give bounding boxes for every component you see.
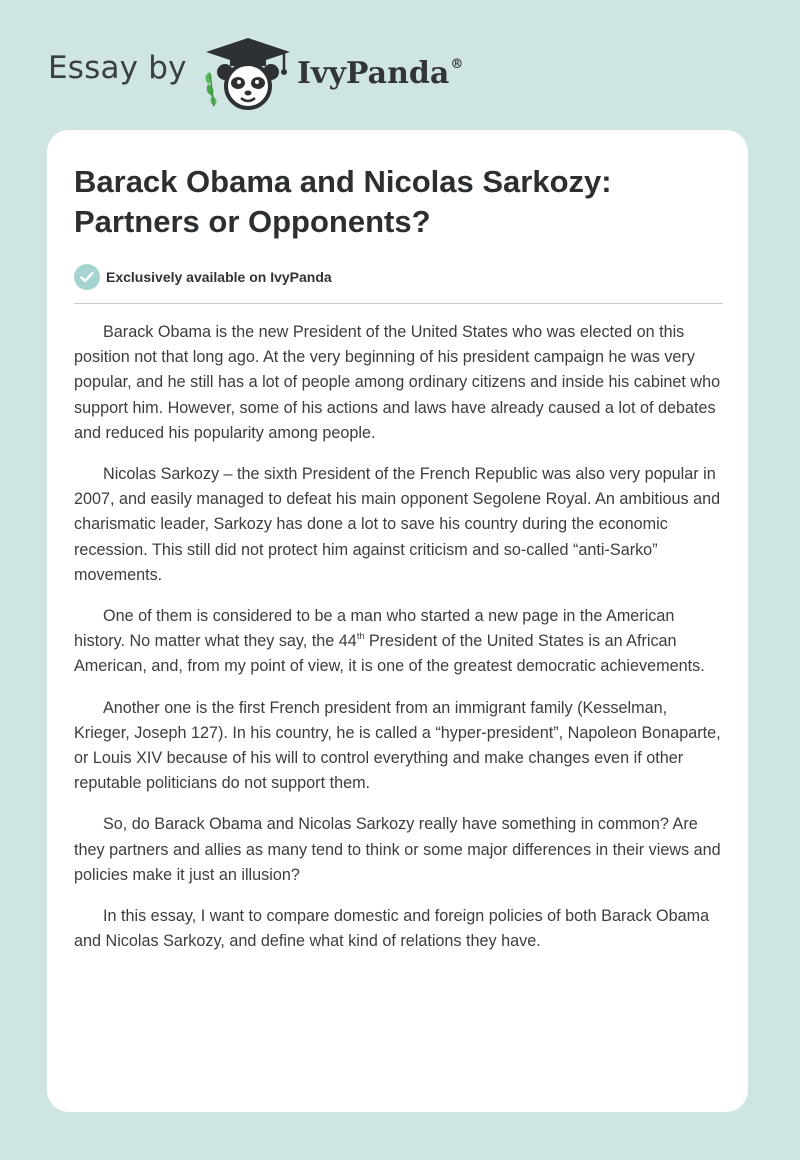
paragraph-2: Nicolas Sarkozy – the sixth President of the French Republic was also very popular in 2007, and easily managed to defeat his main opponent Segolene Royal. An ambitious and charismatic leader, Sarkozy has done a lot to save his country during the economic recession. This still did not protect him against criticism and so-called “anti-Sarko” movements. (74, 465, 721, 584)
paragraph-1: Barack Obama is the new President of the United States who was elected on this position not that long ago. At the very beginning of his president campaign he was very popular, and he still has a lot of people among ordinary citizens and inside his cabinet who support him. However, some of his actions and laws have already caused a lot of debates and reduced his popularity among people. (74, 323, 721, 442)
exclusive-badge-text: Exclusively available on IvyPanda (106, 269, 332, 285)
paragraph-5: So, do Barack Obama and Nicolas Sarkozy really have something in common? Are they partners and allies as many tend to think or some major differences in their views and policies make it just an illusion? (74, 815, 721, 884)
essay-card (47, 130, 748, 1112)
title-divider (74, 303, 723, 304)
registered-mark: ® (450, 57, 464, 72)
paragraph-4: Another one is the first French president from an immigrant family (Kesselman, Krieger, Joseph 127). In his country, he is called a “hyper-president”, Napoleon Bonaparte, or Louis XIV because of his will to control everything and make changes even if other reputable politicians do not support them. (74, 698, 721, 793)
ordinal-suffix: th (356, 631, 365, 642)
essay-title: Barack Obama and Nicolas Sarkozy: Partners or Opponents? (74, 164, 612, 239)
brand-name[interactable] (297, 56, 463, 91)
exclusive-badge (74, 264, 332, 290)
site-header (0, 0, 800, 130)
paragraph-6: In this essay, I want to compare domestic and foreign policies of both Barack Obama and Nicolas Sarkozy, and define what kind of relations they have. (74, 907, 710, 951)
ivypanda-logo-icon[interactable] (200, 36, 296, 112)
essay-body (74, 320, 724, 970)
essay-by-label: Essay by (48, 50, 187, 86)
check-icon (74, 264, 100, 290)
paragraph-3 (74, 604, 724, 680)
paragraph-3-text-before: One of them is considered to be a man who started a new page in the American history. No matter what they say, the 44 (74, 607, 675, 651)
paragraph-3-text-after: President of the United States is an African American, and, from my point of view, it is one of the greatest democratic achievements. (74, 632, 705, 676)
brand-name-text: IvyPanda (297, 56, 450, 91)
